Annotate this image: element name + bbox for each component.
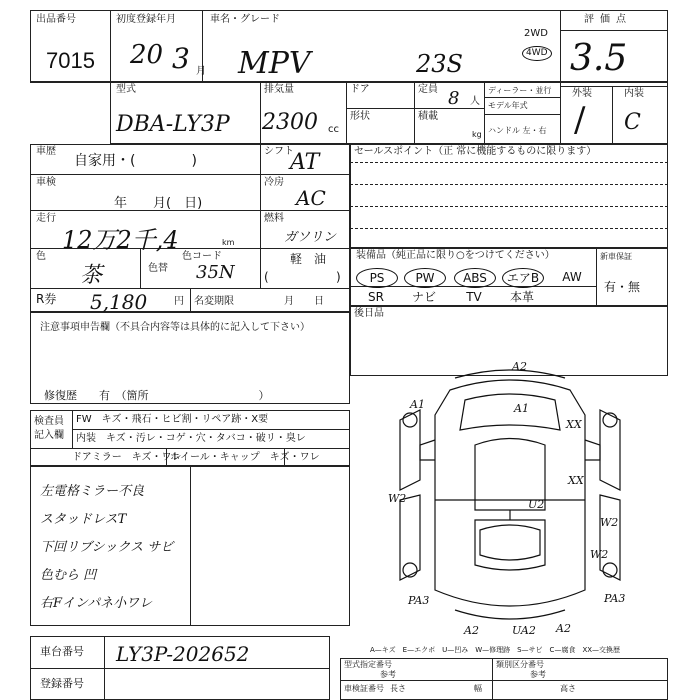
equipment-item: PW xyxy=(404,268,446,288)
legend: A—キズ E—エクボ U—凹み W—修理跡 S—サビ C—腐食 XX—交換歴 xyxy=(370,646,621,654)
color-change-label: 色替 xyxy=(148,263,168,274)
shift-value: AT xyxy=(290,150,320,175)
damage-mark: W2 xyxy=(600,516,619,529)
model-label: 車名・グレード xyxy=(210,14,280,25)
yen-unit: 円 xyxy=(174,296,184,307)
interior-row: 内装 キズ・汚レ・コゲ・穴・タバコ・破リ・臭レ xyxy=(76,433,306,444)
first-reg-label: 初度登録年月 xyxy=(116,14,176,25)
displacement: 2300 xyxy=(262,110,318,135)
displacement-label: 排気量 xyxy=(264,84,294,95)
exterior-score: / xyxy=(574,100,586,140)
fuel-note: 軽 油 xyxy=(290,252,327,266)
recycle-value: 5,180 xyxy=(90,290,148,314)
sub3: 幅 xyxy=(474,684,482,693)
handle-label: ハンドル 左・右 xyxy=(488,126,547,135)
color-value: 茶 xyxy=(80,263,103,288)
paren-close: ) xyxy=(336,270,341,284)
fuel-label: 燃料 xyxy=(264,213,284,224)
interior-score: C xyxy=(624,110,641,135)
equipment-item: 本革 xyxy=(509,290,534,304)
load-label: 積載 xyxy=(418,111,438,122)
mirror-row: ドアミラー キズ・ワレ xyxy=(72,452,182,463)
new-car-label: 新車保証 xyxy=(600,252,632,261)
ac-value: AC xyxy=(296,186,326,210)
equipment-label: 装備品（純正品に限り○をつけてください） xyxy=(356,250,555,261)
model-name: MPV xyxy=(238,46,311,81)
equipment-item: ABS xyxy=(454,268,496,288)
paren-open: ( xyxy=(264,270,269,284)
damage-mark: PA3 xyxy=(408,594,430,607)
person-unit: 人 xyxy=(470,96,480,107)
damage-mark: U2 xyxy=(528,498,545,511)
damage-mark: A2 xyxy=(556,622,571,635)
usage-label: 車歴 xyxy=(36,146,56,157)
ref-label-2: 参考 xyxy=(530,670,546,679)
drive-2wd: 2WD xyxy=(524,28,548,39)
interior-label: 内装 xyxy=(624,88,644,99)
color-code-label: 色コード xyxy=(182,251,222,262)
chassis-number: LY3P-202652 xyxy=(116,642,250,666)
km-unit: km xyxy=(222,238,235,247)
wheel-row: ホイール・キャップ キズ・ワレ xyxy=(170,452,320,463)
expiry-label: 名変期限 xyxy=(194,296,234,307)
handwritten-note: 右Fインパネ小ワレ xyxy=(40,596,153,611)
inspector-label-2: 記入欄 xyxy=(34,430,64,441)
warranty-value: 有・無 xyxy=(604,280,641,294)
expiry-value: 月 日 xyxy=(284,296,324,307)
equipment-item: エアB xyxy=(502,268,544,288)
color-label: 色 xyxy=(36,251,46,262)
capacity: 8 xyxy=(448,88,460,109)
type-label: 型式 xyxy=(116,84,136,95)
cc-unit: cc xyxy=(328,124,339,135)
damage-mark: A1 xyxy=(514,402,529,415)
score-label: 評価点 xyxy=(584,14,632,25)
chassis-label: 車台番号 xyxy=(40,645,84,658)
rear-label: 後日品 xyxy=(354,308,384,319)
first-reg-month: 3 xyxy=(172,42,190,75)
fuel-value: ガソリン xyxy=(284,230,337,245)
repair-label: 修復歴 有 （箇所 ） xyxy=(44,389,270,402)
damage-mark: XX xyxy=(566,418,582,431)
shape-label: 形状 xyxy=(350,111,370,122)
ref-label: 参考 xyxy=(380,670,396,679)
score: 3.5 xyxy=(570,38,628,79)
ac-label: 冷房 xyxy=(264,177,284,188)
door-label: ドア xyxy=(350,84,370,95)
damage-mark: A2 xyxy=(464,624,479,637)
month-unit: 月 xyxy=(196,66,206,77)
kg-unit: kg xyxy=(472,130,482,139)
drive-4wd-circled: 4WD xyxy=(522,46,552,61)
lot-label: 出品番号 xyxy=(36,14,76,25)
usage-value: 自家用・( ) xyxy=(74,153,197,169)
shift-label: シフト xyxy=(264,146,294,157)
equipment-item: ナビ xyxy=(411,290,436,304)
color-code: 35N xyxy=(196,262,235,283)
lot-number: 7015 xyxy=(46,48,95,73)
exterior-label: 外装 xyxy=(572,88,592,99)
capacity-label: 定員 xyxy=(418,84,438,95)
grade: 23S xyxy=(416,50,463,78)
fw-row: FW キズ・飛石・ヒビ割・リペア跡・X要 xyxy=(76,414,269,425)
model-year-label: モデル年式 xyxy=(488,101,528,110)
inspection-label: 車検 xyxy=(36,177,56,188)
selling-label: セールスポイント（正 常に機能するものに限ります） xyxy=(354,146,597,157)
damage-mark: A1 xyxy=(410,398,425,411)
handwritten-note: 下回リブシックス サビ xyxy=(40,540,174,555)
selling-point-box xyxy=(350,144,668,248)
damage-mark: A2 xyxy=(512,360,527,373)
form-label: 型式指定番号 xyxy=(344,660,392,669)
dealer-label: ディーラー・並行 xyxy=(488,86,552,95)
inspector-label-1: 検査員 xyxy=(34,416,64,427)
recycle-label: R券 xyxy=(36,292,57,306)
inspection-value: 年 月( 日) xyxy=(114,196,203,211)
mileage-label: 走行 xyxy=(36,213,56,224)
sub4: 高さ xyxy=(560,684,576,693)
equipment-item: SR xyxy=(368,290,384,304)
sub2: 長さ xyxy=(390,684,406,693)
caution-label: 注意事項申告欄（不具合内容等は具体的に記入して下さい） xyxy=(40,322,310,333)
damage-mark: XX xyxy=(568,474,584,487)
equipment-item: TV xyxy=(466,290,482,304)
mileage-value: 12万2千,4 xyxy=(62,226,179,254)
equipment-item: AW xyxy=(562,270,582,284)
handwritten-note: スタッドレスT xyxy=(40,512,127,527)
damage-mark: PA3 xyxy=(604,592,626,605)
plate-label: 登録番号 xyxy=(40,677,84,690)
damage-mark: W2 xyxy=(590,548,609,561)
damage-mark: UA2 xyxy=(512,624,536,637)
handwritten-note: 左電格ミラー不良 xyxy=(40,484,145,499)
sub1: 車検証番号 xyxy=(344,684,384,693)
damage-mark: W2 xyxy=(388,492,407,505)
class-label: 類別区分番号 xyxy=(496,660,544,669)
handwritten-note: 色むら 凹 xyxy=(40,568,97,583)
first-reg-year: 20 xyxy=(130,40,164,70)
type-code: DBA-LY3P xyxy=(116,112,230,137)
equipment-item: PS xyxy=(356,268,398,288)
